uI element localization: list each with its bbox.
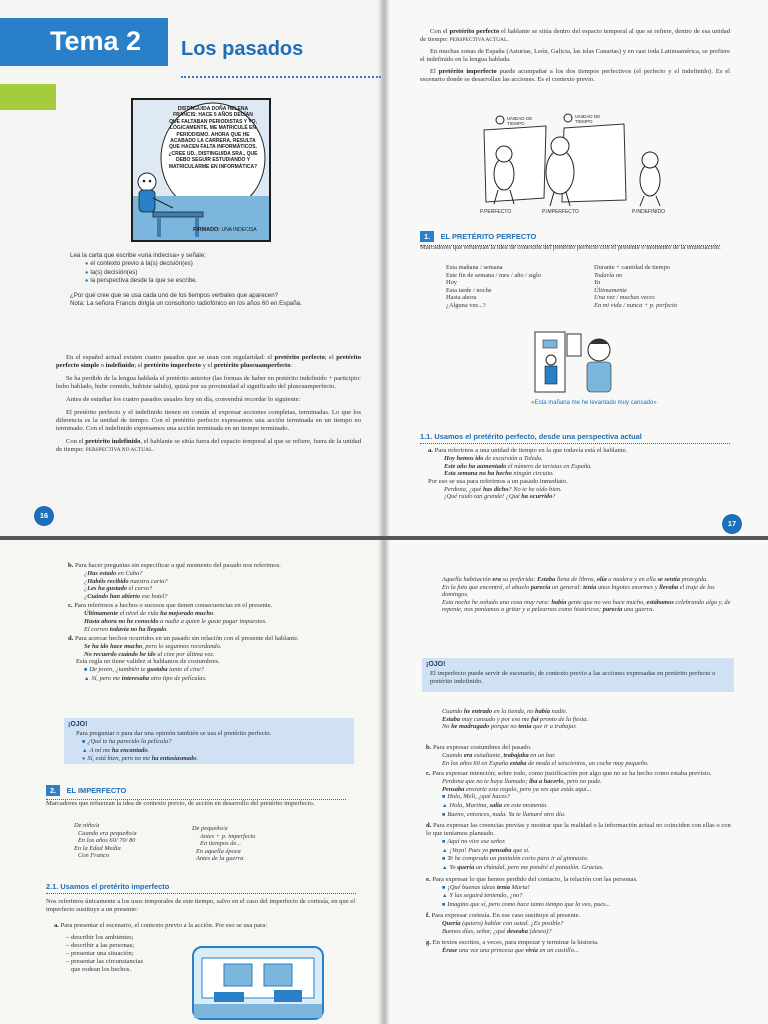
comic-signature-name: UNA INDECISA [221,227,257,233]
figure-label: UNIDAD DE TIEMPO [575,114,601,124]
subsection-title: 1.1. Usamos el pretérito perfecto, desde una perspectiva actual [420,432,642,441]
section-title: EL IMPERFECTO [66,786,127,795]
instruction-intro: Lea la carta que escribe «una indecisa» y señale: [70,252,206,259]
marker: Ya [594,279,601,287]
item-text: d. Para acercar hechos ocurridos en un pasado sin relación con el presente del hablante. [68,635,299,643]
ojo-text: Para preguntar o para dar una opinión también se usa el pretérito perfecto. [76,730,272,737]
describe-item: que rodean los hechos. [66,966,132,973]
marker: Todavía no [594,271,623,279]
ojo-example: ● Sí, está bien, pero no me ha entusiasmado. [82,755,198,763]
describe-list [66,934,176,974]
question-text: ¿Por qué cree que se usa cada uno de los tiempos verbales que aparecen? [70,292,279,300]
example: ■ De joven, ¿también te gustaba tanto el cine? [84,666,205,674]
ojo-examples [82,738,346,764]
describe-item: – presentar una situación; [66,950,134,957]
example: Se ha ido hace mucho, pero lo seguimos recordando. [84,643,222,651]
marker: En mi vida / nunca + p. perfecto [594,301,678,309]
example: En la foto que encontró, el abuelo parecía un general: tenía unos bigotes enormes y llevaba el traje de los domingos. [442,583,715,599]
marker: Hasta ahora [446,294,477,302]
example: Perdona que no te haya llamado; iba a hacerlo, pero no pude. [442,778,602,786]
tenses-drawing [464,112,694,218]
example: Hoy hemos ido de excursión a Toledo. [444,455,543,462]
example-list [84,666,368,683]
paragraph: Se ha perdido de la lengua hablada el pretérito anterior (las formas de haber en pretérito indefinido + participio: hubo hablado, hube comido, hubiste salido), quizá por su proximidad al significado del pluscuamperfecto. [56,375,361,390]
paragraph: En muchas zonas de España (Asturias, León, Galicia, las islas Canarias) y en casi toda Latinoamérica, se prefiere el indefinido en la lengua hablada. [420,48,730,63]
item-text: g. En textos escritos, a veces, para empezar y terminar la historia. [426,938,599,946]
item-text: e. Para expresar lo que hemos perdido del contacto, la relación con las personas. [426,875,638,883]
item-text: d. Para expresar las creencias previas y mostrar que la realidad o la información actual no coinciden con ellas o con lo que teníamos planeado. [426,822,731,838]
section-intro: Marcadores que refuerzan la idea de conexión del pretérito perfecto con el presente o momento de la enunciación: [420,244,721,251]
section-intro: Marcadores que refuerzan la idea de contexto previo, de acción en desarrollo del pretérito imperfecto. [46,800,315,807]
marker: Últimamente [594,286,628,294]
example-list [444,486,730,501]
example: ¿Les ha gustado el curso? [84,585,153,593]
marker: ¿Alguna vez...? [446,301,486,309]
ojo-title: ¡OJO! [68,721,88,728]
example: ¿Cuándo han abierto ese hotel? [84,592,168,600]
markers-right [192,822,304,863]
ojo-example: ■ ¿Qué te ha parecido la película? [82,738,172,745]
body-text [68,562,368,684]
body-text [426,744,736,954]
example-list [442,838,736,872]
example: Últimamente el nivel de vida ha mejorado mucho. [84,610,215,618]
example-list [442,778,736,819]
ojo-box [64,718,354,764]
example: Estaba muy cansado y por eso me fui pronto de la fiesta. [442,715,589,723]
example: ■ Bueno, entonces, nada. Ya te llamaré otro día. [442,810,566,818]
marker: Antes de la guerra [196,855,244,863]
example: Este año ha aumentado el número de turistas en España. [444,462,592,470]
room-illustration [192,946,324,1020]
marker: Con Franco [78,852,110,860]
example: ¡Qué ruido tan grande! ¿Qué ha ocurrido? [444,493,556,501]
example: ■ Hola, Meli, ¿qué haces? [442,793,510,801]
item-text: b. Para expresar costumbres del pasado. [426,744,532,751]
figure-caption: P.PERFECTO [480,209,512,215]
page-gutter [384,540,390,1024]
example: Esta semana no ha hecho ningún circuito. [444,470,555,478]
subsection-body [428,447,730,501]
item-text: c. Para expresar intención; sobre todo, como justificación por algo que no se ha hecho como estaba previsto. [426,770,712,778]
instruction-list [85,260,370,286]
comic-signature-label: FIRMADO: [193,227,220,233]
markers-left [446,264,588,310]
item-text: f. Para expresar cortesía. En ese caso sustituye al presente. [426,912,581,920]
title-rule [181,76,381,78]
page-17 [384,0,768,536]
page-19 [384,540,768,1024]
paragraph: El pretérito perfecto y el indefinido tienen en común el expresar acciones completas, terminadas. Lo que los diferencia es la unidad de tiempo. Con el pretérito perfecto expresamos una acción terminada en un tiempo no terminado. Con el indefinido expresamos una acción terminada en un tiempo terminado. [56,409,361,432]
markers-right [594,264,736,310]
example-list [84,570,368,600]
example-list [444,455,730,478]
example: ■ Aquí no vive ese señor. [442,838,506,846]
describe-item: – describir a las personas; [66,942,135,949]
note-text: Nota: La señora Francis dirigía un consultorio radiofónico en los años 60 en España. [70,299,302,307]
marker: Hoy [446,279,458,287]
subsection-title: 2.1. Usamos el pretérito imperfecto [46,882,170,891]
example: Esta noche he soñado una cosa muy rara: había gente que no veo hace mucho, estábamos celebrando algo y, de repente, nos poníamos a gritar y a pelearnos como históricos; parecía una guerra. [442,598,731,614]
comic-speech: DISTINGUIDA DOÑA HELENA FRANCIS: HACE 5 AÑOS DECÍAN QUE FALTABAN PERIODISTAS Y YO, LÓGICAMENTE, ME MATRICULÉ EN PERIODISMO. AHORA QUE HE ACABADO LA CARRERA, RESULTA QUE HACEN FALTA INFORMÁTICOS. ¿CREE UD., DISTINGUIDA SRA., QUE DEBO SEGUIR ESTUDIANDO Y MATRICULARME EN INFORMÁTICA? [168,106,258,170]
example: ▲ Hola, Martina, salía en este momento. [442,801,548,809]
example-list [84,610,368,633]
marker: En tiempos de... [200,840,241,848]
example: ■ ¡Qué buenas ideas tenía Marta! [442,883,530,891]
item-note: Por eso se usa para referirnos a un pasado inmediato. [428,477,568,485]
paragraph: Con el pretérito perfecto el hablante se sitúa dentro del espacio temporal al que se refiere, dentro de esa unidad de tiempo: PERSPECTIVA ACTUAL. [420,28,730,43]
body-text [420,28,730,84]
example: Érase una vez una princesa que vivía en un castillo... [442,946,579,954]
example-list [442,884,736,910]
example: Cuando era estudiante, trabajaba en un bar. [442,752,556,759]
example: ¿Has estado en Cuba? [84,570,143,577]
marker: Esta mañana / semana [446,264,503,271]
example: En los años 60 en España estaba de moda el seiscientos, un coche muy pequeño. [442,759,649,767]
markers-table [74,822,304,863]
section-1-heading [420,226,720,246]
example: Aquella habitación era su preferida: Estaba llena de libros, olía a madera y en ella se sentía protegida. [442,576,708,583]
example: ▲ Sí, pero me interesaba otro tipo de películas. [84,674,207,682]
page-title: Los pasados [181,38,304,60]
page-16 [0,0,384,536]
marker: Cuando era pequeño/a [78,829,137,837]
tema-label: Tema 2 [50,26,142,56]
figure-label: UNIDAD DE TIEMPO [507,116,533,126]
ojo-example: ▲ A mí me ha encantado. [82,746,150,754]
example: Hasta ahora no he conocido a nadie a quien le guste pagar impuestos. [84,617,267,625]
example: Quería (quiero) hablar con usted. ¿Es posible? [442,920,564,928]
example: Cuando he entrado en la tienda, no había nadie. [442,708,568,715]
tema-banner [0,18,168,66]
tenses-figure [464,112,694,218]
example: ▲ ¡Vaya! Pues yo pensaba que sí. [442,846,530,854]
example: ■ Te he comprado un pantalón corto para ir al gimnasio. [442,855,589,863]
ojo-title: ¡OJO! [426,661,446,668]
marker: En la Edad Media [74,844,121,852]
item-text: b. Para hacer preguntas sin especificar a qué momento del pasado nos referimos. [68,562,281,569]
marker: Una vez / muchas veces [594,294,655,302]
page-gutter [384,0,390,536]
item-text: c. Para referirnos a hechos o sucesos que tienen consecuencias en el presente. [68,602,273,610]
comic-panel [131,98,271,242]
example: No he madrugado porque no tenía que ir a trabajar. [442,723,577,731]
example: El correo todavía no ha llegado. [84,625,168,633]
illustration [529,330,621,394]
green-tab [0,84,56,110]
instruction-item: ● la(s) decisión(es) [85,268,138,276]
example: ■ Imagino que sí, pero como hace tanto tiempo que la veo, pues... [442,900,611,908]
marker: Antes + p. imperfecto [200,832,256,840]
ojo-text: El imperfecto puede servir de escenario, de contexto previo a las acciones expresadas en pretérito perfecto o pretérito indefinido. [430,670,716,685]
instruction-item: ● la perspectiva desde la que se escribe. [85,277,198,285]
intro-examples [442,576,732,614]
figure-caption: P.IMPERFECTO [542,209,579,215]
example-list [442,752,736,767]
instructions [70,252,370,308]
example: Buenos días, señor, ¿qué deseaba (desea)? [442,927,552,935]
marker: De pequeño/a [192,825,228,832]
section-number: 1. [420,231,434,242]
page-number: 17 [722,514,742,534]
instruction-item: ● el contexto previo a la(s) decisión(es) [85,259,193,267]
section-2-heading [46,780,346,800]
item-text: a. Para presentar el escenario, el contexto previo a la acción. Por eso se usa para: [54,922,268,929]
marker: En aquella época [196,847,241,855]
example: No recuerdo cuándo he ido al cine por última vez. [84,650,215,658]
ojo-examples [442,708,732,731]
ojo-content [76,730,346,764]
section-number: 2. [46,785,60,796]
example-list [442,947,736,955]
subsection-heading [420,432,730,444]
example: ▲ Yo quería un chándal, pero me pondré el pantalón. Gracias. [442,863,604,871]
paragraph: Antes de estudiar los cuatro pasados usuales hoy en día, convendrá recordar lo siguiente: [66,396,301,403]
item-note: Esta regla no tiene validez si hablamos de costumbres. [76,658,220,666]
subsection-heading [46,882,356,894]
marker: Durante + cantidad de tiempo [594,264,671,271]
illustration-caption: «Esta mañana me he levantado muy cansado» [531,400,657,406]
example: ▲ Y las seguirá teniendo, ¿no? [442,892,523,900]
paragraph: En el español actual existen cuatro pasados que se usan con regularidad: el pretérito perfecto; el pretérito perfecto simple o indefinido; el pretérito imperfecto y el pretérito pluscuamperfecto. [56,354,361,369]
example: ¿Habéis recibido nuestra carta? [84,577,168,585]
example: Perdona, ¿qué has dicho? No te he oído bien. [444,485,562,493]
paragraph: Con el pretérito indefinido, el hablante se sitúa fuera del espacio temporal al que se refiere, fuera de la unidad de tiempo: PERSPECTIVA NO ACTUAL. [56,438,361,453]
example: Pensaba enviarte este regalo, pero ya ves que estás aquí... [442,785,592,793]
body-text [56,354,361,454]
example-list [84,643,368,658]
marker: Este fin de semana / mes / año / siglo [446,271,541,279]
figure-caption: P.INDEFINIDO [632,209,665,215]
item-text: a. Para referirnos a una unidad de tiempo en la que todavía está el hablante. [428,447,628,454]
subsection-text: Nos referimos únicamente a los usos temporales de este tiempo, salvo en el caso del imperfecto de cortesía, en que el imperfecto sustituye a un presente: [46,898,356,913]
illustration-drawing [529,330,621,394]
page-18 [0,540,384,1024]
ojo-box [422,658,734,692]
markers-left [74,822,186,863]
paragraph: El pretérito imperfecto puede acompañar a los dos tiempos perfectivos (el perfecto y el indefinido). Es el escenario donde se desarrollan las acciones. Es el contexto previo. [420,68,731,83]
marker: Esta tarde / noche [446,286,492,294]
page-number: 16 [34,506,54,526]
room-drawing [194,948,322,1018]
describe-item: – describir los ambientes; [66,934,134,941]
describe-item: – presentar las circunstancias [66,958,144,965]
marker: En los años 60/ 70/ 80 [78,837,136,845]
marker: De niño/a [74,822,100,829]
markers-table [446,264,736,310]
comic-signature [193,227,257,233]
example-list [442,920,736,935]
section-title: EL PRETÉRITO PERFECTO [440,232,537,241]
